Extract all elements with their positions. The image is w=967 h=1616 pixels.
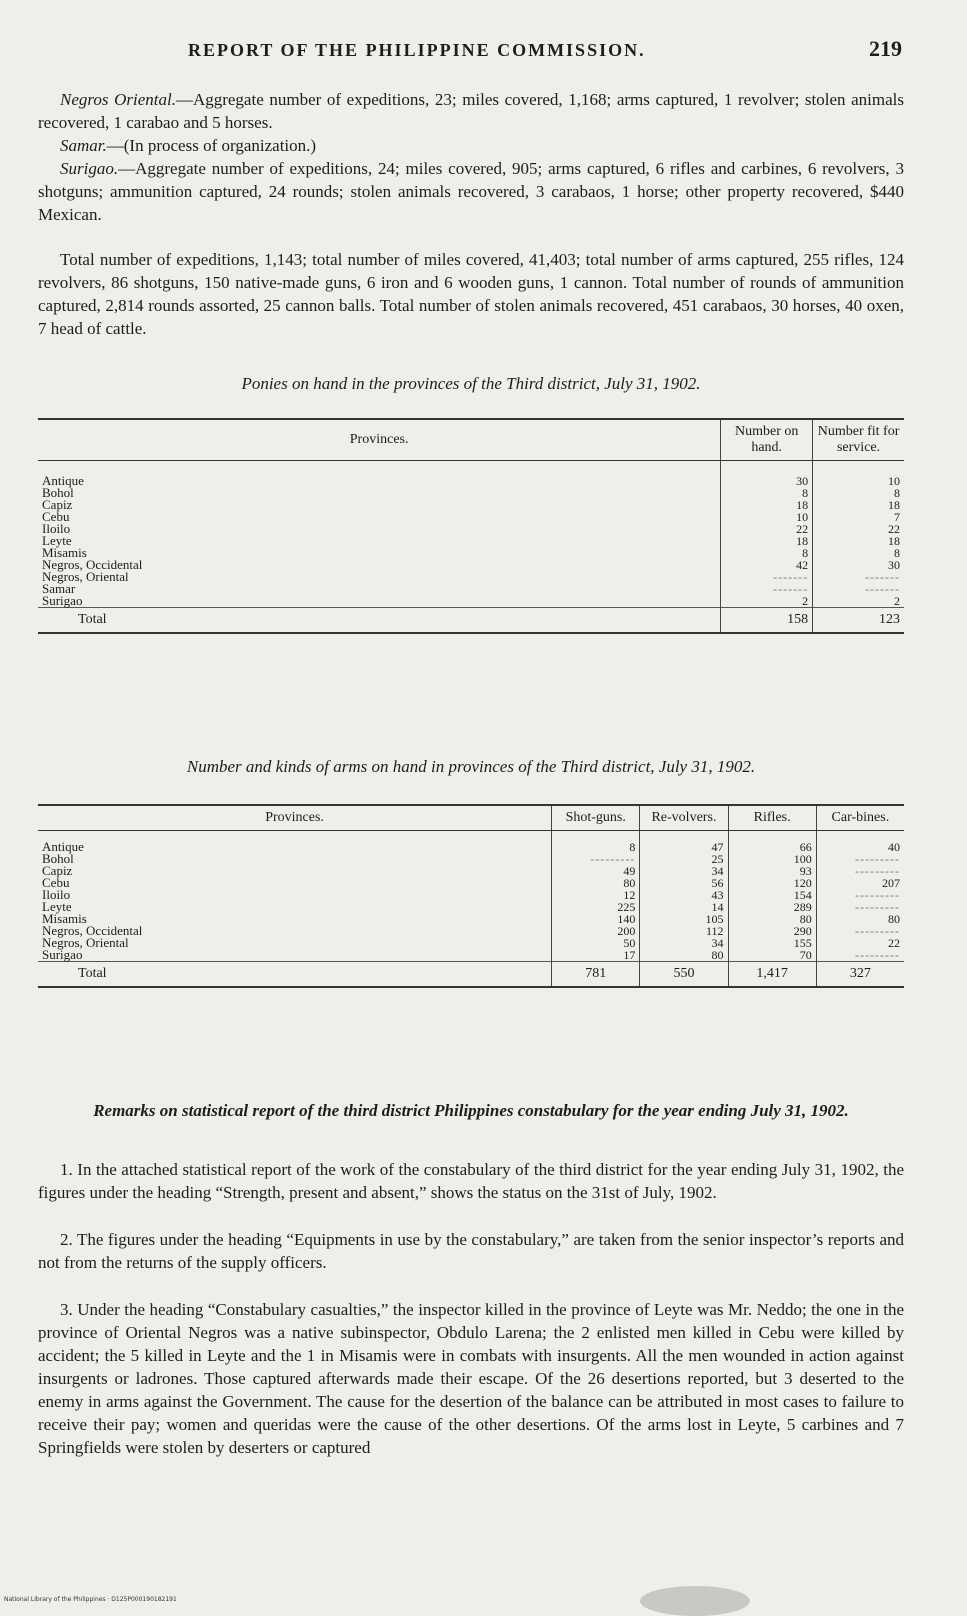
table-row — [38, 475, 904, 487]
carbines-value: --------- — [816, 949, 904, 962]
province-name: Cebu — [42, 509, 70, 524]
province-name: Bohol — [42, 485, 74, 500]
province-name: Leyte — [42, 899, 72, 914]
ponies-on-hand: 8 — [721, 547, 813, 559]
remarks-caption: Remarks on statistical report of the third district Philippines constabulary for the year ending July 31, 1902. — [93, 1101, 849, 1120]
surigao-text: —Aggregate number of expeditions, 24; miles covered, 905; arms captured, 6 rifles and carbines, 6 revolvers, 3 shotguns; ammunition captured, 24 rounds; stolen animals recovered, 3 carabaos, 1 horse; other property recovered, $440 Mexican. — [38, 159, 904, 224]
ponies-on-hand: 18 — [721, 499, 813, 511]
province-name: Misamis — [42, 911, 87, 926]
remarks-paragraph-2: 2. The figures under the heading “Equipments in use by the constabulary,” are taken from the senior inspector’s reports and not from the returns of the supply officers. — [38, 1230, 904, 1272]
table-row — [38, 523, 904, 535]
table-row — [38, 487, 904, 499]
revolvers-value: 34 — [640, 937, 728, 949]
footer-note: National Library of the Philippines · D125P000190182191 — [4, 1596, 177, 1603]
revolvers-value: 112 — [640, 925, 728, 937]
scan-shadow — [640, 1586, 750, 1616]
shotguns-total: 781 — [552, 962, 640, 988]
negros-text: —Aggregate number of expeditions, 23; miles covered, 1,168; arms captured, 1 revolver; stolen animals recovered, 1 carabao and 5 horses. — [38, 90, 905, 132]
remarks-paragraph-1: 1. In the attached statistical report of the work of the constabulary of the third district for the year ending July 31, 1902, the figures under the heading “Strength, present and absent,” shows the status on the 31st of July, 1902. — [38, 1160, 904, 1202]
revolvers-value: 56 — [640, 877, 728, 889]
ponies-on-hand: 22 — [721, 523, 813, 535]
province-name: Negros, Occidental — [42, 557, 143, 572]
revolvers-value: 14 — [640, 901, 728, 913]
ponies-on-hand: 42 — [721, 559, 813, 571]
province-name: Surigao — [42, 947, 83, 962]
ponies-fit: ------- — [813, 571, 904, 583]
province-name: Samar — [42, 581, 76, 596]
ponies-on-hand: ------- — [721, 583, 813, 595]
revolvers-value: 43 — [640, 889, 728, 901]
ponies-on-hand: 10 — [721, 511, 813, 523]
table-row — [38, 511, 904, 523]
table-row — [38, 853, 904, 865]
carbines-value: --------- — [816, 889, 904, 901]
province-name: Cebu — [42, 875, 70, 890]
province-name: Negros, Occidental — [42, 923, 143, 938]
province-name: Capiz — [42, 497, 73, 512]
province-name: Capiz — [42, 863, 73, 878]
ponies-header-fit: Number fit for service. — [813, 419, 904, 461]
ponies-fit: 10 — [813, 475, 904, 487]
shotguns-value: 225 — [552, 901, 640, 913]
carbines-total: 327 — [816, 962, 904, 988]
table-row — [38, 925, 904, 937]
province-name: Misamis — [42, 545, 87, 560]
table-row — [38, 901, 904, 913]
page-number: 219 — [869, 36, 902, 61]
ponies-fit: ------- — [813, 583, 904, 595]
shotguns-value: 8 — [552, 841, 640, 853]
remarks-paragraph-3: 3. Under the heading “Constabulary casualties,” the inspector killed in the province of Leyte was Mr. Neddo; the one in the province of Oriental Negros was a native subinspector, Obdulo Larena; the 2 enlisted men killed in Cebu were killed by accident; the 5 killed in Leyte and the 1 in Misamis were in combats with insurgents. All the men wounded in action against insurgents or ladrones. Those captured afterwards made their escape. Of the 26 desertions reported, but 3 deserted to the enemy in arms against the Government. The cause for the desertion of the balance can be attributed in most cases to failure to receive their pay; women and queridas were the cause of the other desertions. Of the arms lost in Leyte, 5 carbines and 7 Springfields were stolen by deserters or captured — [38, 1300, 904, 1457]
table-row — [38, 499, 904, 511]
report-title: REPORT OF THE PHILIPPINE COMMISSION. — [188, 40, 646, 60]
ponies-fit: 8 — [813, 547, 904, 559]
table-row — [38, 949, 904, 962]
revolvers-value: 80 — [640, 949, 728, 962]
samar-lead: Samar. — [60, 136, 107, 155]
total-label: Total — [38, 962, 552, 988]
table-row — [38, 841, 904, 853]
table-row — [38, 877, 904, 889]
total-label: Total — [38, 608, 721, 634]
table-row — [38, 889, 904, 901]
carbines-value: --------- — [816, 901, 904, 913]
ponies-on-hand: 8 — [721, 487, 813, 499]
ponies-on-hand: 2 — [721, 595, 813, 608]
intro-paragraph-surigao — [38, 157, 904, 226]
carbines-value: 40 — [816, 841, 904, 853]
revolvers-value: 34 — [640, 865, 728, 877]
carbines-value: 80 — [816, 913, 904, 925]
rifles-value: 100 — [728, 853, 816, 865]
shotguns-value: 17 — [552, 949, 640, 962]
province-name: Leyte — [42, 533, 72, 548]
rifles-value: 66 — [728, 841, 816, 853]
table-row — [38, 595, 904, 608]
ponies-header-provinces: Provinces. — [38, 419, 721, 461]
rifles-value: 289 — [728, 901, 816, 913]
arms-header-rifles: Rifles. — [728, 805, 816, 831]
carbines-value: --------- — [816, 853, 904, 865]
ponies-fit: 18 — [813, 499, 904, 511]
table-row — [38, 937, 904, 949]
rifles-total: 1,417 — [728, 962, 816, 988]
table-row — [38, 583, 904, 595]
province-name: Antique — [42, 473, 84, 488]
shotguns-value: 200 — [552, 925, 640, 937]
shotguns-value: 12 — [552, 889, 640, 901]
ponies-fit: 22 — [813, 523, 904, 535]
total-row — [38, 608, 904, 634]
ponies-total-fit: 123 — [813, 608, 904, 634]
total-row — [38, 962, 904, 988]
samar-text: —(In process of organization.) — [106, 136, 317, 155]
ponies-on-hand: 30 — [721, 475, 813, 487]
rifles-value: 154 — [728, 889, 816, 901]
arms-table — [38, 804, 904, 988]
rifles-value: 93 — [728, 865, 816, 877]
rifles-value: 80 — [728, 913, 816, 925]
table-row — [38, 547, 904, 559]
province-name: Iloilo — [42, 521, 71, 536]
intro-paragraph-totals: Total number of expeditions, 1,143; total number of miles covered, 41,403; total number of arms captured, 255 rifles, 124 revolvers, 86 shotguns, 150 native-made guns, 6 iron and 6 wooden guns, 1 cannon. Total number of rounds of ammunition captured, 2,814 rounds assorted, 25 cannon balls. Total number of stolen animals recovered, 451 carabaos, 30 horses, 40 oxen, 7 head of cattle. — [38, 250, 904, 338]
arms-caption: Number and kinds of arms on hand in provinces of the Third district, July 31, 1902. — [186, 757, 756, 776]
shotguns-value: 49 — [552, 865, 640, 877]
rifles-value: 155 — [728, 937, 816, 949]
ponies-fit: 30 — [813, 559, 904, 571]
shotguns-value: 80 — [552, 877, 640, 889]
shotguns-value: 50 — [552, 937, 640, 949]
shotguns-value: --------- — [552, 853, 640, 865]
carbines-value: 207 — [816, 877, 904, 889]
ponies-fit: 18 — [813, 535, 904, 547]
rifles-value: 120 — [728, 877, 816, 889]
ponies-on-hand: ------- — [721, 571, 813, 583]
arms-header-shotguns: Shot-guns. — [552, 805, 640, 831]
province-name: Negros, Oriental — [42, 569, 129, 584]
arms-header-carbines: Car-bines. — [816, 805, 904, 831]
province-name: Surigao — [42, 593, 83, 608]
ponies-table — [38, 418, 904, 634]
carbines-value: --------- — [816, 865, 904, 877]
ponies-total-on-hand: 158 — [721, 608, 813, 634]
table-row — [38, 535, 904, 547]
ponies-caption: Ponies on hand in the provinces of the Third district, July 31, 1902. — [241, 374, 701, 393]
province-name: Antique — [42, 839, 84, 854]
carbines-value: 22 — [816, 937, 904, 949]
ponies-on-hand: 18 — [721, 535, 813, 547]
revolvers-value: 105 — [640, 913, 728, 925]
intro-paragraph-samar — [38, 134, 904, 157]
carbines-value: --------- — [816, 925, 904, 937]
rifles-value: 290 — [728, 925, 816, 937]
revolvers-total: 550 — [640, 962, 728, 988]
revolvers-value: 25 — [640, 853, 728, 865]
shotguns-value: 140 — [552, 913, 640, 925]
province-name: Iloilo — [42, 887, 71, 902]
rifles-value: 70 — [728, 949, 816, 962]
arms-header-provinces: Provinces. — [38, 805, 552, 831]
surigao-lead: Surigao. — [60, 159, 119, 178]
table-row — [38, 865, 904, 877]
ponies-fit: 8 — [813, 487, 904, 499]
ponies-header-on-hand: Number on hand. — [721, 419, 813, 461]
running-header — [150, 36, 910, 66]
arms-header-revolvers: Re-volvers. — [640, 805, 728, 831]
province-name: Bohol — [42, 851, 74, 866]
ponies-fit: 7 — [813, 511, 904, 523]
province-name: Negros, Oriental — [42, 935, 129, 950]
ponies-fit: 2 — [813, 595, 904, 608]
revolvers-value: 47 — [640, 841, 728, 853]
negros-lead: Negros Oriental. — [60, 90, 176, 109]
table-row — [38, 913, 904, 925]
intro-paragraph-negros — [38, 88, 904, 134]
